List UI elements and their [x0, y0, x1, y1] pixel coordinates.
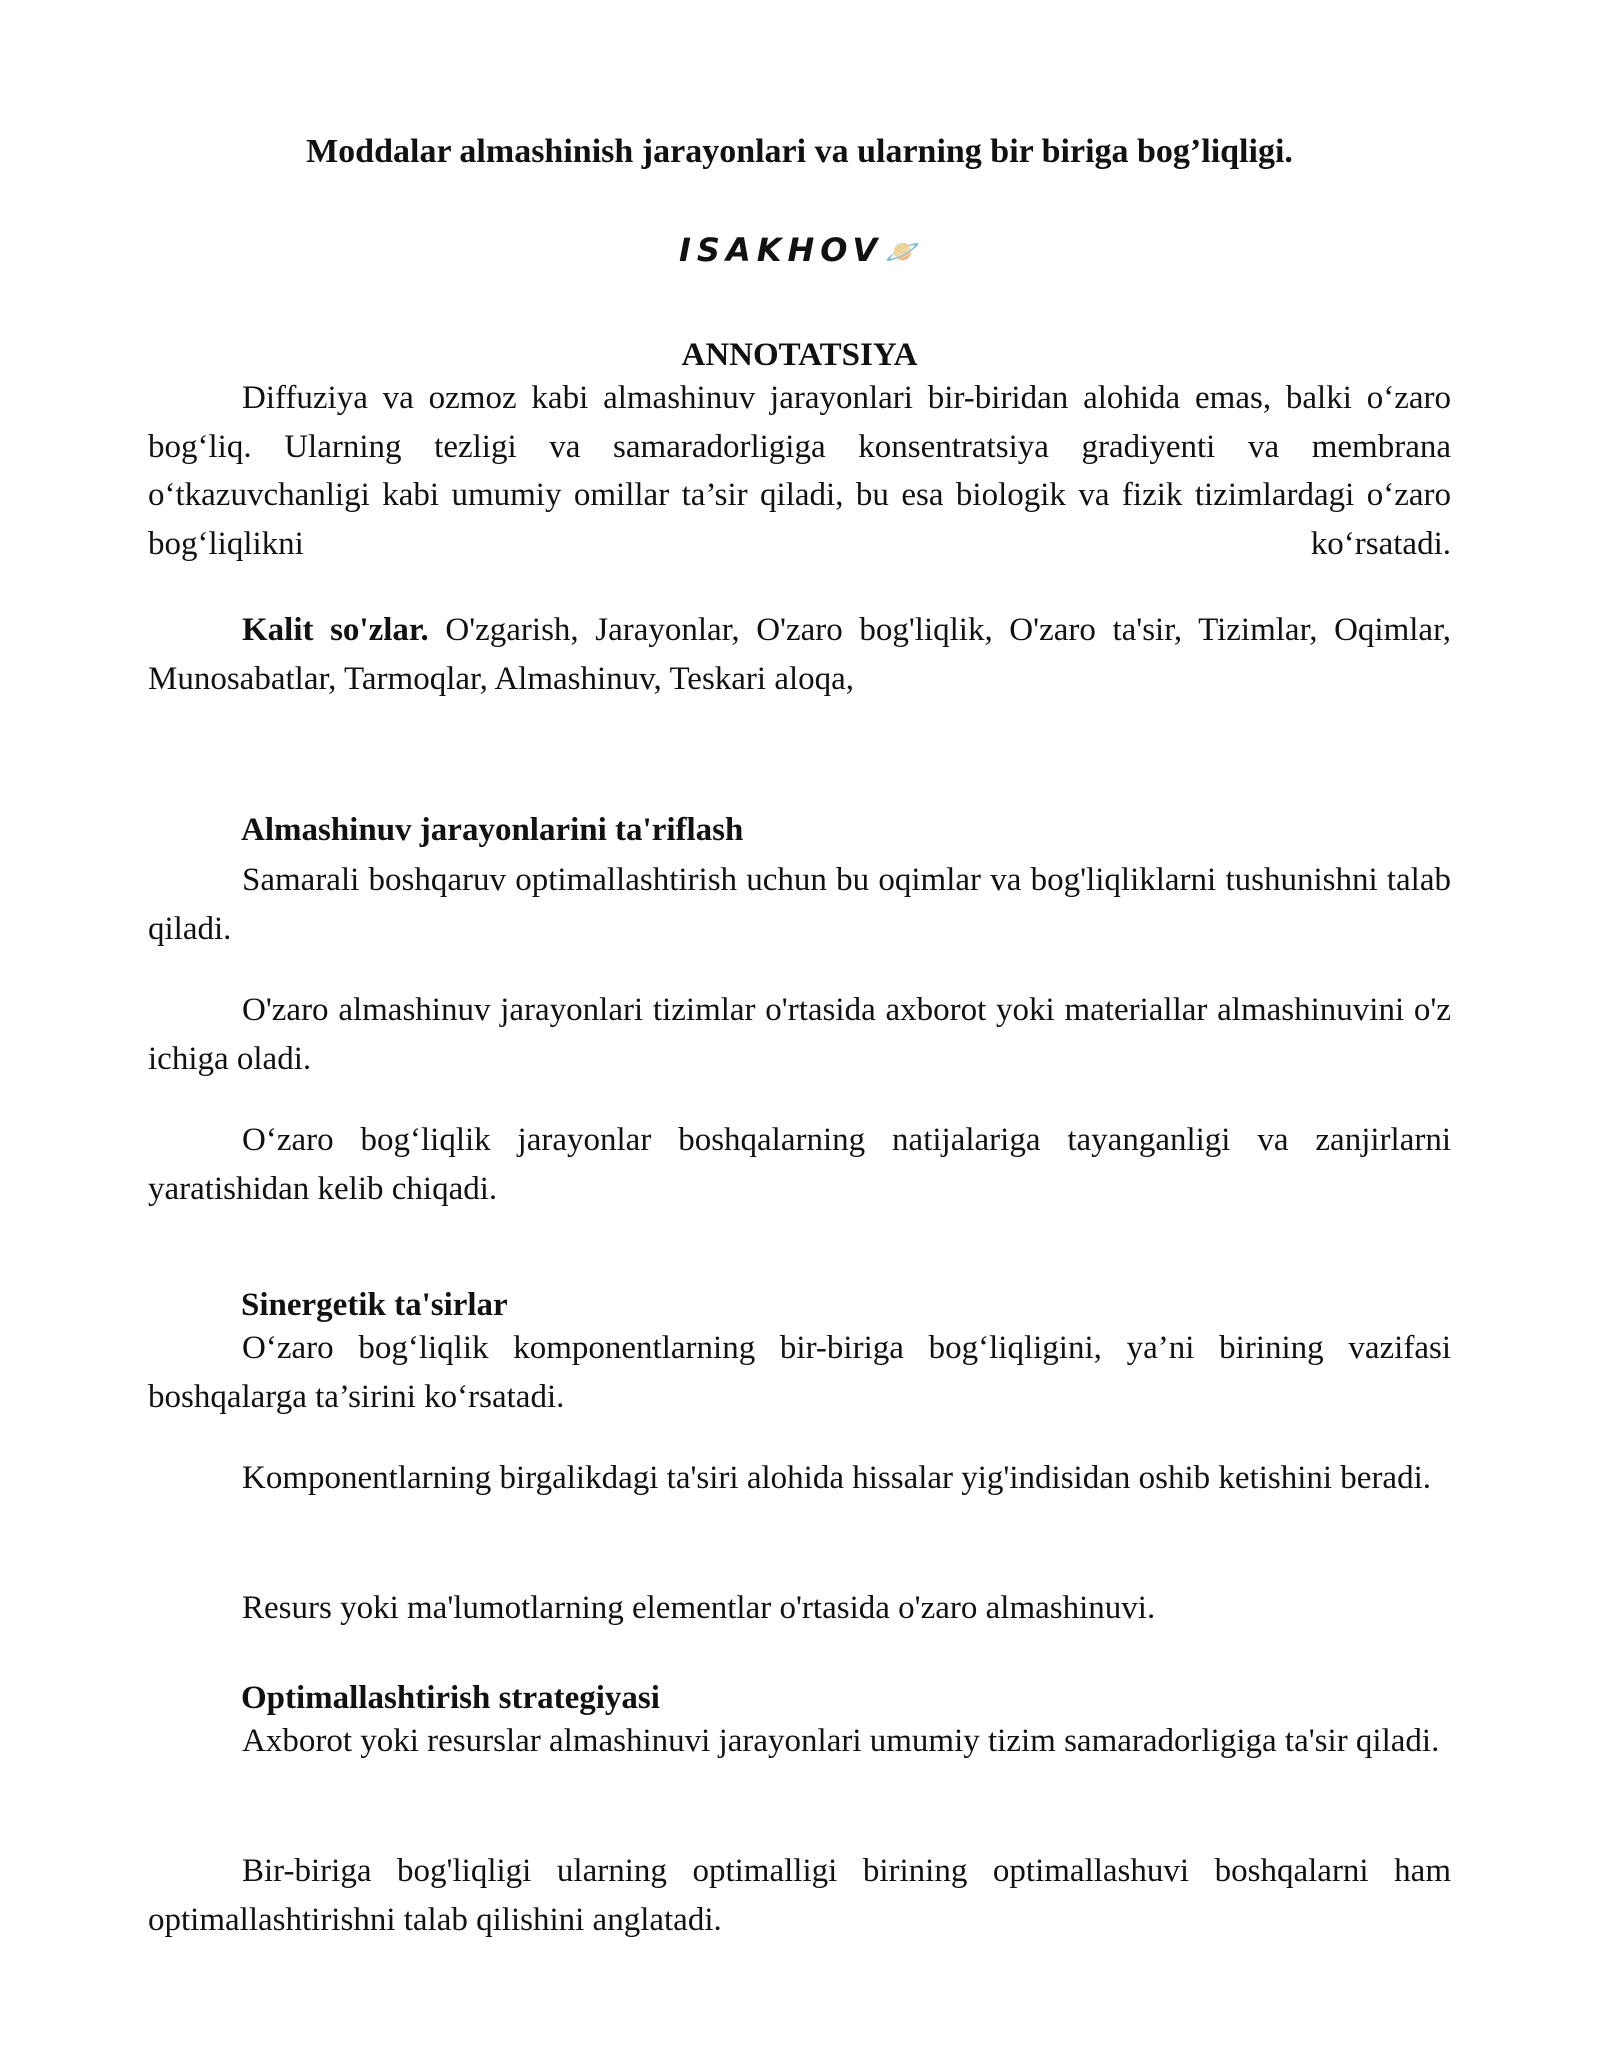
author-name: ISAKHOV: [679, 231, 884, 269]
section-paragraph: Bir-biriga bog'liqligi ularning optimalligi birining optimallashuvi boshqalarni ham optimallashtirishni talab qilishini anglatadi.: [148, 1853, 1451, 1938]
section-paragraph: O'zaro almashinuv jarayonlari tizimlar o'rtasida axborot yoki materiallar almashinuvini o'z ichiga oladi.: [148, 992, 1451, 1077]
section-paragraph: O‘zaro bog‘liqlik komponentlarning bir-biriga bog‘liqligini, ya’ni birining vazifasi boshqalarga ta’sirini ko‘rsatadi.: [148, 1330, 1451, 1415]
section-paragraph: Resurs yoki ma'lumotlarning elementlar o'rtasida o'zaro almashinuvi.: [242, 1590, 1156, 1626]
keywords-list: O'zgarish, Jarayonlar, O'zaro bog'liqlik, O'zaro ta'sir, Tizimlar, Oqimlar, Munosabatlar, Tarmoqlar, Almashinuv, Teskari aloqa,: [148, 612, 1451, 697]
annotation-heading: ANNOTATSIYA: [681, 337, 918, 373]
section-heading: Almashinuv jarayonlarini ta'riflash: [241, 812, 744, 848]
section-heading: Optimallashtirish strategiyasi: [241, 1680, 660, 1716]
annotation-paragraph: Diffuziya va ozmoz kabi almashinuv jarayonlari bir-biridan alohida emas, balki o‘zaro bog‘liq. Ularning tezligi va samaradorligiga konsentratsiya gradiyenti va membrana o‘tkazuvchanligi kabi umumiy omillar ta’sir qiladi, bu esa biologik va fizik tizimlardagi o‘zaro bog‘liqlikni ko‘rsatadi.: [148, 380, 1451, 562]
section-heading: Sinergetik ta'sirlar: [241, 1287, 508, 1323]
author-name-line: [148, 228, 1451, 274]
planet-icon: 🪐: [885, 235, 920, 268]
section-paragraph: Samarali boshqaruv optimallashtirish uchun bu oqimlar va bog'liqliklarni tushunishni talab qiladi.: [148, 862, 1451, 947]
section-paragraph: Komponentlarning birgalikdagi ta'siri alohida hissalar yig'indisidan oshib ketishini beradi.: [242, 1460, 1431, 1496]
section-paragraph: Axborot yoki resurslar almashinuvi jarayonlari umumiy tizim samaradorligiga ta'sir qiladi.: [242, 1723, 1440, 1759]
section-paragraph: O‘zaro bog‘liqlik jarayonlar boshqalarning natijalariga tayanganligi va zanjirlarni yaratishidan kelib chiqadi.: [148, 1122, 1451, 1207]
keywords-label: Kalit so'zlar.: [242, 612, 429, 648]
keywords-paragraph: [148, 606, 1451, 703]
document-title: Moddalar almashinish jarayonlari va ularning bir biriga bog’liqligi.: [306, 133, 1293, 170]
